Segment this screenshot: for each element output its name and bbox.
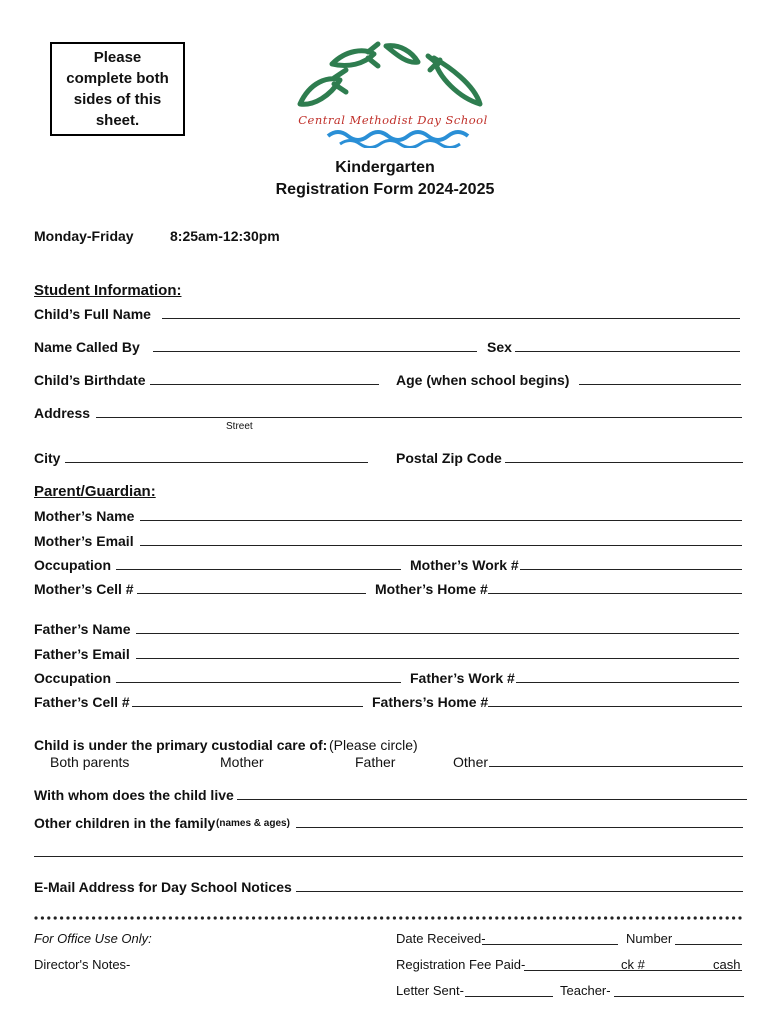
label-age: Age (when school begins) bbox=[396, 372, 570, 388]
dotted-separator bbox=[34, 915, 746, 921]
date-received-field[interactable] bbox=[482, 944, 618, 945]
label-mother-home: Mother’s Home # bbox=[375, 581, 488, 597]
fish-icon bbox=[386, 46, 418, 63]
label-mother-cell: Mother’s Cell # bbox=[34, 581, 134, 597]
school-logo bbox=[288, 40, 498, 148]
fish-icon bbox=[428, 56, 480, 104]
fish-icon bbox=[332, 44, 378, 66]
custody-option-father[interactable]: Father bbox=[355, 754, 396, 770]
mother-work-field[interactable] bbox=[520, 569, 742, 570]
label-ck: ck # bbox=[621, 957, 645, 972]
mother-name-field[interactable] bbox=[140, 520, 742, 521]
zip-field[interactable] bbox=[505, 462, 743, 463]
sex-field[interactable] bbox=[515, 351, 740, 352]
address-field[interactable] bbox=[96, 417, 742, 418]
father-occupation-field[interactable] bbox=[116, 682, 401, 683]
father-email-field[interactable] bbox=[136, 658, 739, 659]
notice-text: Please complete both sides of this sheet. bbox=[66, 49, 169, 129]
label-sex: Sex bbox=[487, 339, 512, 355]
mother-home-field[interactable] bbox=[488, 593, 742, 594]
mother-email-field[interactable] bbox=[140, 545, 742, 546]
city-field[interactable] bbox=[65, 462, 368, 463]
label-lives-with: With whom does the child live bbox=[34, 787, 234, 803]
label-date-received: Date Received- bbox=[396, 931, 486, 946]
label-cash: cash bbox=[713, 957, 741, 972]
other-children-field[interactable] bbox=[296, 827, 743, 828]
father-work-field[interactable] bbox=[516, 682, 739, 683]
custody-option-both[interactable]: Both parents bbox=[50, 754, 130, 770]
lives-with-field[interactable] bbox=[237, 799, 747, 800]
number-field[interactable] bbox=[675, 944, 742, 945]
label-father-work: Father’s Work # bbox=[410, 670, 515, 686]
label-father-email: Father’s Email bbox=[34, 646, 130, 662]
label-number: Number bbox=[626, 931, 673, 946]
schedule-days: Monday-Friday bbox=[34, 228, 134, 244]
label-father-home: Fathers’s Home # bbox=[372, 694, 489, 710]
label-mother-name: Mother’s Name bbox=[34, 508, 135, 524]
letter-sent-field[interactable] bbox=[465, 996, 553, 997]
school-name: Central Methodist Day School bbox=[298, 113, 488, 127]
student-heading: Student Information: bbox=[34, 282, 182, 299]
label-mother-work: Mother’s Work # bbox=[410, 557, 519, 573]
title-line1: Kindergarten bbox=[335, 159, 435, 176]
label-father-cell: Father’s Cell # bbox=[34, 694, 130, 710]
father-home-field[interactable] bbox=[488, 706, 742, 707]
age-field[interactable] bbox=[579, 384, 741, 385]
parent-heading: Parent/Guardian: bbox=[34, 483, 156, 500]
label-city: City bbox=[34, 450, 61, 466]
custody-option-other[interactable]: Other bbox=[453, 754, 489, 770]
label-fee-paid: Registration Fee Paid- bbox=[396, 957, 526, 972]
teacher-field[interactable] bbox=[614, 996, 744, 997]
label-father-occupation: Occupation bbox=[34, 670, 112, 686]
custody-hint: (Please circle) bbox=[329, 737, 418, 753]
label-mother-email: Mother’s Email bbox=[34, 533, 134, 549]
father-cell-field[interactable] bbox=[132, 706, 363, 707]
office-heading: For Office Use Only: bbox=[34, 931, 152, 946]
name-called-field[interactable] bbox=[153, 351, 477, 352]
custody-option-mother[interactable]: Mother bbox=[220, 754, 264, 770]
full-name-field[interactable] bbox=[162, 318, 740, 319]
notice-box bbox=[50, 42, 185, 136]
father-name-field[interactable] bbox=[136, 633, 739, 634]
email-notices-field[interactable] bbox=[296, 891, 743, 892]
label-name-called: Name Called By bbox=[34, 339, 140, 355]
mother-cell-field[interactable] bbox=[137, 593, 366, 594]
birthdate-field[interactable] bbox=[150, 384, 379, 385]
other-children-field-2[interactable] bbox=[34, 856, 743, 857]
label-teacher: Teacher- bbox=[560, 983, 611, 998]
schedule-hours: 8:25am-12:30pm bbox=[170, 228, 280, 244]
title-line2: Registration Form 2024-2025 bbox=[275, 181, 495, 198]
custody-other-field[interactable] bbox=[489, 766, 743, 767]
label-father-name: Father’s Name bbox=[34, 621, 131, 637]
label-other-children: Other children in the family bbox=[34, 815, 216, 831]
fish-icon bbox=[300, 70, 346, 104]
other-children-hint: (names & ages) bbox=[216, 818, 290, 829]
label-birthdate: Child’s Birthdate bbox=[34, 372, 146, 388]
street-caption: Street bbox=[226, 421, 253, 432]
label-director-notes: Director's Notes- bbox=[34, 957, 131, 972]
label-full-name: Child’s Full Name bbox=[34, 306, 151, 322]
label-email-notices: E-Mail Address for Day School Notices bbox=[34, 879, 292, 895]
waves-icon bbox=[328, 132, 468, 140]
label-zip: Postal Zip Code bbox=[396, 450, 502, 466]
label-letter-sent: Letter Sent- bbox=[396, 983, 464, 998]
label-mother-occupation: Occupation bbox=[34, 557, 112, 573]
custody-question: Child is under the primary custodial care of: bbox=[34, 737, 328, 753]
mother-occupation-field[interactable] bbox=[116, 569, 401, 570]
label-address: Address bbox=[34, 405, 91, 421]
form-title bbox=[0, 157, 770, 201]
